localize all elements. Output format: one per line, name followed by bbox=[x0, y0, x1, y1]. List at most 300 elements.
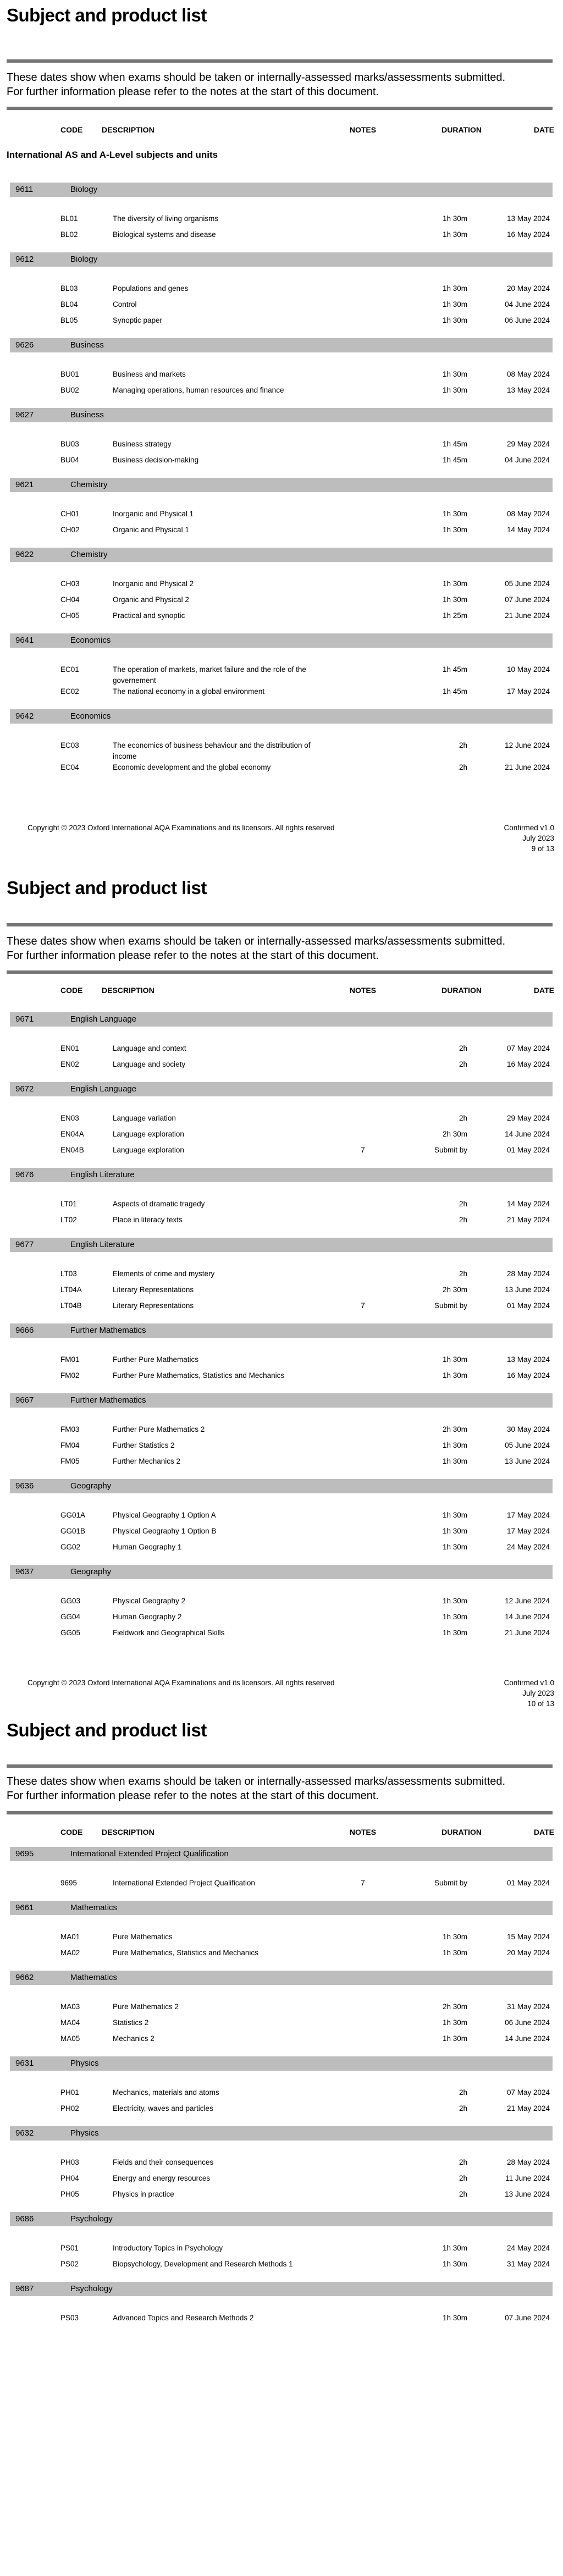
group-subject: Psychology bbox=[70, 2214, 113, 2224]
row-date: 31 May 2024 bbox=[506, 2260, 550, 2268]
group-code: 9671 bbox=[15, 1014, 34, 1024]
row-date: 16 May 2024 bbox=[506, 1371, 550, 1380]
table-header bbox=[0, 125, 563, 134]
row-duration: 1h 30m bbox=[442, 1543, 467, 1551]
footer-meta-line: 10 of 13 bbox=[527, 1700, 554, 1708]
row-code: MA03 bbox=[60, 2003, 80, 2011]
group-band bbox=[10, 1847, 553, 1861]
row-code: MA05 bbox=[60, 2034, 80, 2043]
table-row bbox=[0, 1542, 563, 1558]
row-duration: 1h 30m bbox=[442, 2244, 467, 2252]
row-code: GG01A bbox=[60, 1511, 86, 1519]
group-band bbox=[10, 633, 553, 648]
row-description: Physics in practice bbox=[113, 2190, 174, 2198]
row-description: Place in literacy texts bbox=[113, 1216, 183, 1224]
row-date: 21 May 2024 bbox=[506, 1216, 550, 1224]
row-description: Control bbox=[113, 300, 137, 308]
group-code: 9666 bbox=[15, 1326, 34, 1335]
group-band bbox=[10, 1565, 553, 1579]
row-date: 07 May 2024 bbox=[506, 2088, 550, 2097]
group-band bbox=[10, 1323, 553, 1338]
row-description: Organic and Physical 1 bbox=[113, 526, 189, 534]
table-row bbox=[0, 2017, 563, 2033]
group-code: 9686 bbox=[15, 2214, 34, 2224]
row-duration: 1h 30m bbox=[442, 1597, 467, 1605]
row-duration: 1h 30m bbox=[442, 386, 467, 394]
table-row bbox=[0, 2001, 563, 2017]
group-code: 9632 bbox=[15, 2128, 34, 2138]
row-code: EC01 bbox=[60, 665, 79, 674]
column-header-notes: NOTES bbox=[349, 986, 377, 995]
row-date: 30 May 2024 bbox=[506, 1425, 550, 1433]
column-header-description: DESCRIPTION bbox=[102, 125, 154, 134]
row-description: Fields and their consequences bbox=[113, 2158, 214, 2166]
table-row bbox=[0, 369, 563, 385]
row-duration: 1h 30m bbox=[442, 510, 467, 518]
row-duration: 1h 30m bbox=[442, 1949, 467, 1957]
subject-group bbox=[0, 1565, 563, 1643]
subject-group bbox=[0, 1901, 563, 1963]
row-description: Physical Geography 1 Option B bbox=[113, 1527, 217, 1535]
table-row bbox=[0, 455, 563, 471]
group-subject: Economics bbox=[70, 711, 111, 721]
column-header-date: DATE bbox=[533, 986, 554, 995]
row-date: 14 June 2024 bbox=[505, 1130, 550, 1138]
divider bbox=[7, 107, 553, 110]
table-row bbox=[0, 2157, 563, 2173]
row-duration: Submit by bbox=[434, 1301, 467, 1310]
row-code: EN04B bbox=[60, 1146, 84, 1154]
group-rows bbox=[0, 1510, 563, 1558]
group-band bbox=[10, 2212, 553, 2226]
row-description: Organic and Physical 2 bbox=[113, 595, 189, 604]
row-description: Biopsychology, Development and Research Methods 1 bbox=[113, 2260, 293, 2268]
subject-group bbox=[0, 2282, 563, 2329]
row-date: 16 May 2024 bbox=[506, 230, 550, 239]
table-row bbox=[0, 1043, 563, 1059]
table-row bbox=[0, 299, 563, 315]
footer-meta-line: July 2023 bbox=[522, 834, 554, 842]
row-duration: 2h bbox=[459, 1216, 467, 1224]
row-date: 10 May 2024 bbox=[506, 665, 550, 674]
row-duration: 1h 30m bbox=[442, 284, 467, 293]
row-duration: 1h 45m bbox=[442, 456, 467, 464]
row-duration: 2h bbox=[459, 1200, 467, 1208]
row-date: 04 June 2024 bbox=[505, 300, 550, 308]
row-date: 28 May 2024 bbox=[506, 1270, 550, 1278]
row-code: BU04 bbox=[60, 456, 79, 464]
subject-group bbox=[0, 478, 563, 540]
group-subject: English Language bbox=[70, 1084, 137, 1094]
row-duration: 2h bbox=[459, 1044, 467, 1052]
subject-group bbox=[0, 1479, 563, 1558]
row-description: Aspects of dramatic tragedy bbox=[113, 1200, 205, 1208]
table-row bbox=[0, 1145, 563, 1161]
row-description: Practical and synoptic bbox=[113, 611, 185, 620]
table-row bbox=[0, 1370, 563, 1386]
row-code: PS01 bbox=[60, 2244, 79, 2252]
row-description: Literary Representations bbox=[113, 1286, 194, 1294]
row-description: Further Mechanics 2 bbox=[113, 1457, 181, 1465]
row-notes: 7 bbox=[361, 1879, 365, 1887]
section-heading: International AS and A-Level subjects and units bbox=[7, 150, 218, 160]
group-rows bbox=[0, 1596, 563, 1643]
group-rows bbox=[0, 2001, 563, 2049]
group-band bbox=[10, 1082, 553, 1096]
row-description: Inorganic and Physical 1 bbox=[113, 510, 194, 518]
row-date: 17 May 2024 bbox=[506, 1527, 550, 1535]
group-subject: Further Mathematics bbox=[70, 1326, 146, 1335]
table-row bbox=[0, 1456, 563, 1472]
row-date: 14 May 2024 bbox=[506, 526, 550, 534]
group-band bbox=[10, 1012, 553, 1027]
row-duration: 2h bbox=[459, 2158, 467, 2166]
table-row bbox=[0, 1354, 563, 1370]
table-row bbox=[0, 1628, 563, 1643]
row-description: International Extended Project Qualification bbox=[113, 1879, 255, 1887]
subject-group bbox=[0, 338, 563, 401]
row-date: 13 May 2024 bbox=[506, 386, 550, 394]
row-code: PH01 bbox=[60, 2088, 79, 2097]
group-code: 9662 bbox=[15, 1973, 34, 1982]
table-row bbox=[0, 1113, 563, 1129]
row-code: BU03 bbox=[60, 440, 79, 448]
table-row bbox=[0, 740, 563, 762]
group-subject: English Literature bbox=[70, 1240, 135, 1249]
row-description: Electricity, waves and particles bbox=[113, 2104, 213, 2112]
group-code: 9687 bbox=[15, 2284, 34, 2293]
group-subject: English Literature bbox=[70, 1170, 135, 1179]
row-code: CH02 bbox=[60, 526, 80, 534]
row-description: Further Pure Mathematics 2 bbox=[113, 1425, 205, 1433]
table-row bbox=[0, 2313, 563, 2329]
row-code: PH05 bbox=[60, 2190, 79, 2198]
row-duration: 1h 30m bbox=[442, 316, 467, 324]
page-title: Subject and product list bbox=[7, 878, 207, 898]
row-code: FM02 bbox=[60, 1371, 80, 1380]
row-date: 29 May 2024 bbox=[506, 1114, 550, 1122]
group-band bbox=[10, 1971, 553, 1985]
row-duration: 1h 30m bbox=[442, 1511, 467, 1519]
row-description: Language exploration bbox=[113, 1130, 184, 1138]
table-row bbox=[0, 1878, 563, 1894]
row-description: Business strategy bbox=[113, 440, 172, 448]
divider bbox=[7, 1811, 553, 1814]
row-code: BU02 bbox=[60, 386, 79, 394]
table-header bbox=[0, 1828, 563, 1836]
row-description: Populations and genes bbox=[113, 284, 189, 293]
row-date: 01 May 2024 bbox=[506, 1301, 550, 1310]
group-band bbox=[10, 2056, 553, 2071]
table-row bbox=[0, 686, 563, 702]
row-date: 31 May 2024 bbox=[506, 2003, 550, 2011]
row-duration: 2h bbox=[459, 1114, 467, 1122]
row-description: Further Pure Mathematics bbox=[113, 1355, 199, 1364]
table-row bbox=[0, 439, 563, 455]
row-duration: Submit by bbox=[434, 1146, 467, 1154]
row-date: 13 June 2024 bbox=[505, 1457, 550, 1465]
row-date: 16 May 2024 bbox=[506, 1060, 550, 1068]
group-code: 9637 bbox=[15, 1567, 34, 1576]
row-code: CH04 bbox=[60, 595, 80, 604]
page-footer bbox=[27, 823, 554, 854]
table-row bbox=[0, 1215, 563, 1231]
row-code: BL04 bbox=[60, 300, 78, 308]
group-code: 9627 bbox=[15, 410, 34, 420]
subject-group bbox=[0, 1971, 563, 2049]
group-subject: Physics bbox=[70, 2128, 99, 2138]
row-code: CH05 bbox=[60, 611, 80, 620]
row-description: Advanced Topics and Research Methods 2 bbox=[113, 2314, 254, 2322]
row-description: The national economy in a global environment bbox=[113, 687, 265, 696]
row-duration: 1h 30m bbox=[442, 1441, 467, 1449]
table-row bbox=[0, 1268, 563, 1284]
row-description: Literary Representations bbox=[113, 1301, 194, 1310]
row-date: 11 June 2024 bbox=[505, 2174, 550, 2182]
table-row bbox=[0, 283, 563, 299]
row-date: 20 May 2024 bbox=[506, 284, 550, 293]
row-description: The diversity of living organisms bbox=[113, 214, 219, 223]
row-code: FM05 bbox=[60, 1457, 80, 1465]
group-code: 9611 bbox=[15, 185, 34, 194]
row-duration: 1h 30m bbox=[442, 370, 467, 378]
group-subject: Geography bbox=[70, 1481, 112, 1491]
row-date: 29 May 2024 bbox=[506, 440, 550, 448]
group-subject: Economics bbox=[70, 636, 111, 645]
row-duration: 1h 30m bbox=[442, 2314, 467, 2322]
row-description: Synoptic paper bbox=[113, 316, 163, 324]
table-row bbox=[0, 229, 563, 245]
row-code: MA02 bbox=[60, 1949, 80, 1957]
row-duration: 2h 30m bbox=[442, 1130, 467, 1138]
row-code: LT01 bbox=[60, 1200, 77, 1208]
group-band bbox=[10, 709, 553, 724]
row-description: Statistics 2 bbox=[113, 2018, 149, 2027]
row-code: LT03 bbox=[60, 1270, 77, 1278]
group-band bbox=[10, 1393, 553, 1408]
row-duration: 1h 30m bbox=[442, 1355, 467, 1364]
column-header-date: DATE bbox=[533, 1828, 554, 1836]
row-description: Human Geography 2 bbox=[113, 1613, 182, 1621]
row-description: The economics of business behaviour and the distribution of income bbox=[113, 741, 311, 760]
group-code: 9636 bbox=[15, 1481, 34, 1491]
row-description: Pure Mathematics, Statistics and Mechanics bbox=[113, 1949, 258, 1957]
divider bbox=[7, 970, 553, 974]
group-band bbox=[10, 2126, 553, 2141]
subject-group bbox=[0, 183, 563, 245]
row-date: 17 May 2024 bbox=[506, 687, 550, 696]
group-rows bbox=[0, 1932, 563, 1963]
row-code: GG03 bbox=[60, 1597, 81, 1605]
row-notes: 7 bbox=[361, 1146, 365, 1154]
group-code: 9642 bbox=[15, 711, 34, 721]
row-code: 9695 bbox=[60, 1879, 78, 1887]
group-band bbox=[10, 1479, 553, 1493]
row-duration: 1h 30m bbox=[442, 1629, 467, 1637]
row-code: FM01 bbox=[60, 1355, 80, 1364]
row-duration: 2h bbox=[459, 1060, 467, 1068]
row-date: 08 May 2024 bbox=[506, 370, 550, 378]
divider bbox=[7, 1764, 553, 1768]
row-description: Language variation bbox=[113, 1114, 176, 1122]
row-code: BU01 bbox=[60, 370, 79, 378]
row-duration: 1h 30m bbox=[442, 1933, 467, 1941]
group-subject: Mathematics bbox=[70, 1973, 118, 1982]
group-rows bbox=[0, 1043, 563, 1075]
row-description: Managing operations, human resources and finance bbox=[113, 386, 284, 394]
row-date: 01 May 2024 bbox=[506, 1146, 550, 1154]
group-band bbox=[10, 338, 553, 352]
row-date: 08 May 2024 bbox=[506, 510, 550, 518]
group-band bbox=[10, 478, 553, 492]
group-rows bbox=[0, 2157, 563, 2205]
row-duration: 2h 30m bbox=[442, 1425, 467, 1433]
subject-group bbox=[0, 2056, 563, 2119]
subject-group bbox=[0, 548, 563, 626]
subject-group bbox=[0, 1238, 563, 1316]
group-band bbox=[10, 2282, 553, 2296]
subject-group bbox=[0, 1082, 563, 1161]
table-row bbox=[0, 2103, 563, 2119]
group-rows bbox=[0, 1113, 563, 1161]
row-code: BL02 bbox=[60, 230, 78, 239]
row-code: PH04 bbox=[60, 2174, 79, 2182]
group-subject: Mathematics bbox=[70, 1903, 118, 1912]
intro-text: These dates show when exams should be taken or internally-assessed marks/assessments submitted. For further information please refer to the notes at the start of this document. bbox=[7, 71, 512, 98]
row-date: 07 June 2024 bbox=[505, 595, 550, 604]
row-date: 04 June 2024 bbox=[505, 456, 550, 464]
table-row bbox=[0, 2189, 563, 2205]
column-header-code: CODE bbox=[60, 1828, 83, 1836]
row-description: Physical Geography 1 Option A bbox=[113, 1511, 216, 1519]
table-row bbox=[0, 1948, 563, 1963]
row-duration: 1h 30m bbox=[442, 595, 467, 604]
group-code: 9621 bbox=[15, 480, 34, 489]
row-description: Pure Mathematics 2 bbox=[113, 2003, 179, 2011]
group-rows bbox=[0, 2243, 563, 2275]
copyright-text: Copyright © 2023 Oxford International AQA Examinations and its licensors. All rights reserved bbox=[27, 1679, 335, 1687]
row-code: GG02 bbox=[60, 1543, 81, 1551]
row-description: Human Geography 1 bbox=[113, 1543, 182, 1551]
row-code: EN04A bbox=[60, 1130, 84, 1138]
row-duration: 1h 30m bbox=[442, 2034, 467, 2043]
row-duration: 2h 30m bbox=[442, 1286, 467, 1294]
table-row bbox=[0, 1440, 563, 1456]
group-rows bbox=[0, 439, 563, 471]
row-duration: 1h 30m bbox=[442, 214, 467, 223]
row-description: Language and society bbox=[113, 1060, 186, 1068]
row-duration: 2h bbox=[459, 2174, 467, 2182]
row-duration: 1h 30m bbox=[442, 2018, 467, 2027]
table-row bbox=[0, 1300, 563, 1316]
page-footer bbox=[27, 1678, 554, 1709]
footer-meta bbox=[504, 1678, 554, 1709]
group-band bbox=[10, 408, 553, 422]
row-code: BL05 bbox=[60, 316, 78, 324]
row-description: Language exploration bbox=[113, 1146, 184, 1154]
row-duration: 2h bbox=[459, 2104, 467, 2112]
group-subject: Business bbox=[70, 410, 104, 420]
row-description: Inorganic and Physical 2 bbox=[113, 580, 194, 588]
column-header-duration: DURATION bbox=[441, 1828, 482, 1836]
row-code: FM03 bbox=[60, 1425, 80, 1433]
column-header-description: DESCRIPTION bbox=[102, 1828, 154, 1836]
row-date: 17 May 2024 bbox=[506, 1511, 550, 1519]
subject-group bbox=[0, 252, 563, 331]
group-rows bbox=[0, 1199, 563, 1231]
table-row bbox=[0, 762, 563, 778]
row-description: Further Pure Mathematics, Statistics and Mechanics bbox=[113, 1371, 285, 1380]
row-date: 21 May 2024 bbox=[506, 2104, 550, 2112]
row-duration: 2h bbox=[459, 2190, 467, 2198]
column-header-notes: NOTES bbox=[349, 125, 377, 134]
row-duration: 1h 30m bbox=[442, 526, 467, 534]
table-row bbox=[0, 1424, 563, 1440]
subject-group bbox=[0, 408, 563, 471]
row-description: Mechanics 2 bbox=[113, 2034, 154, 2043]
row-duration: 2h bbox=[459, 2088, 467, 2097]
table-row bbox=[0, 1129, 563, 1145]
table-row bbox=[0, 610, 563, 626]
row-date: 12 June 2024 bbox=[505, 741, 550, 749]
group-code: 9667 bbox=[15, 1395, 34, 1405]
group-band bbox=[10, 1901, 553, 1915]
row-code: MA04 bbox=[60, 2018, 80, 2027]
group-rows bbox=[0, 2313, 563, 2329]
group-rows bbox=[0, 740, 563, 778]
group-subject: Further Mathematics bbox=[70, 1395, 146, 1405]
row-code: CH03 bbox=[60, 580, 80, 588]
subject-group bbox=[0, 1847, 563, 1894]
group-subject: Biology bbox=[70, 185, 98, 194]
footer-meta-line: July 2023 bbox=[522, 1689, 554, 1697]
row-code: PS03 bbox=[60, 2314, 79, 2322]
table-row bbox=[0, 1612, 563, 1628]
row-duration: 1h 30m bbox=[442, 2260, 467, 2268]
row-duration: 1h 30m bbox=[442, 1613, 467, 1621]
row-date: 15 May 2024 bbox=[506, 1933, 550, 1941]
table-row bbox=[0, 1284, 563, 1300]
table-row bbox=[0, 525, 563, 540]
row-duration: 1h 45m bbox=[442, 440, 467, 448]
group-rows bbox=[0, 509, 563, 540]
group-code: 9695 bbox=[15, 1849, 34, 1858]
row-description: Introductory Topics in Psychology bbox=[113, 2244, 223, 2252]
group-rows bbox=[0, 2087, 563, 2119]
row-date: 07 June 2024 bbox=[505, 2314, 550, 2322]
row-date: 24 May 2024 bbox=[506, 2244, 550, 2252]
group-rows bbox=[0, 213, 563, 245]
group-subject: Business bbox=[70, 340, 104, 350]
group-band bbox=[10, 1168, 553, 1182]
row-description: Business decision-making bbox=[113, 456, 199, 464]
row-notes: 7 bbox=[361, 1301, 365, 1310]
row-date: 13 May 2024 bbox=[506, 214, 550, 223]
row-date: 21 June 2024 bbox=[505, 1629, 550, 1637]
table-row bbox=[0, 1510, 563, 1526]
row-description: Energy and energy resources bbox=[113, 2174, 211, 2182]
group-code: 9677 bbox=[15, 1240, 34, 1249]
row-date: 21 June 2024 bbox=[505, 611, 550, 620]
group-band bbox=[10, 183, 553, 197]
row-duration: 2h bbox=[459, 763, 467, 771]
row-description: Further Statistics 2 bbox=[113, 1441, 175, 1449]
copyright-text: Copyright © 2023 Oxford International AQA Examinations and its licensors. All rights reserved bbox=[27, 824, 335, 832]
subject-group bbox=[0, 1323, 563, 1386]
subject-group bbox=[0, 2126, 563, 2205]
table-row bbox=[0, 509, 563, 525]
subject-group bbox=[0, 633, 563, 702]
